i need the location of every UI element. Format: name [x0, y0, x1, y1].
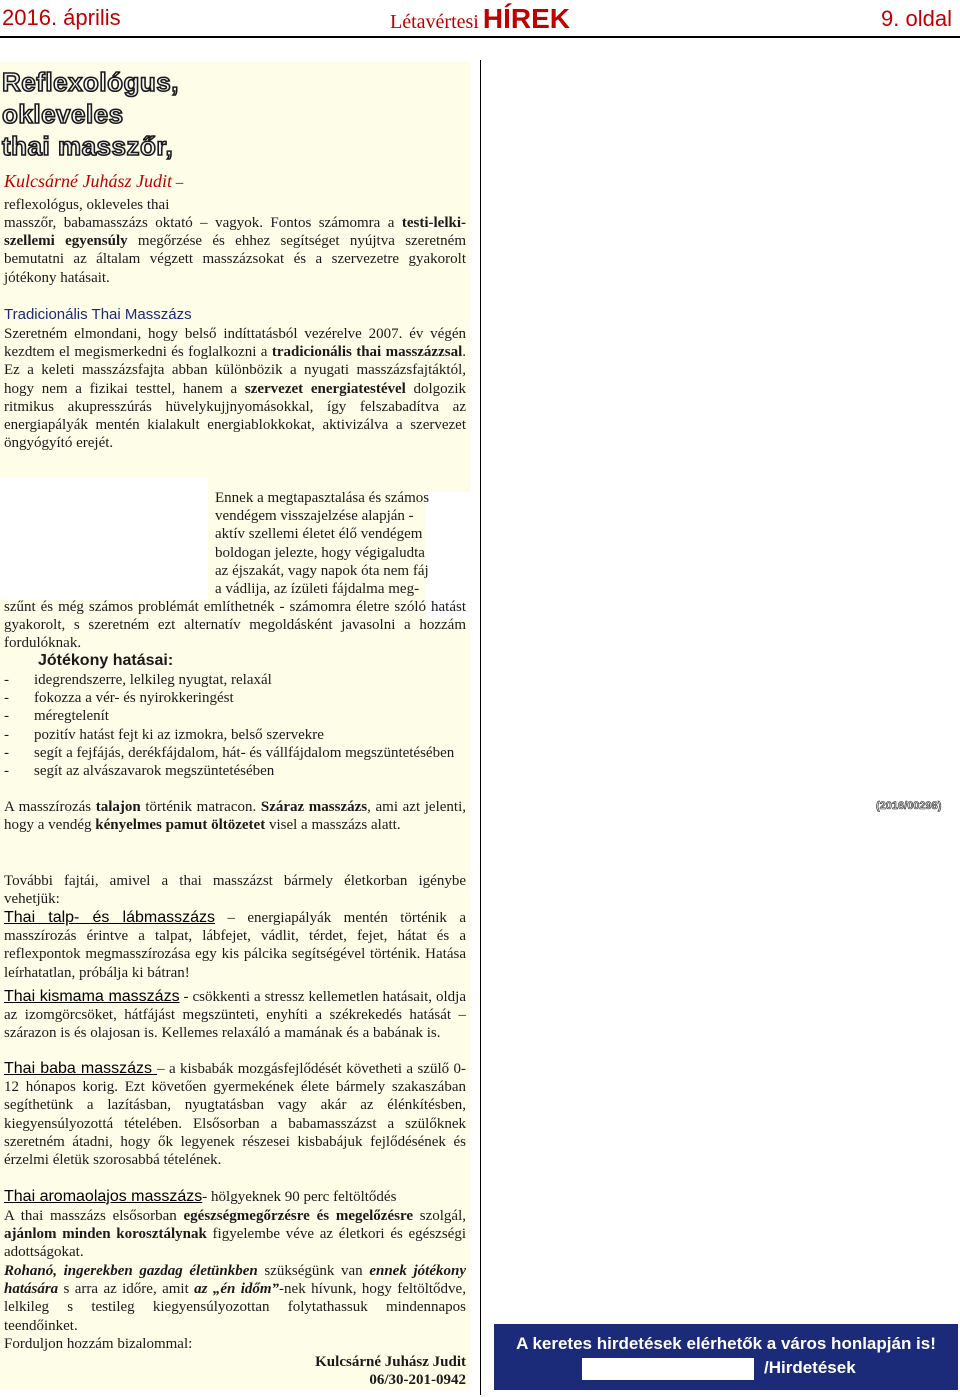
experience-line: aktív szellemi életet élő vendégem [215, 526, 423, 543]
goal-paragraph: A thai masszázs elsősorban egészségmegőrzésre és megelőzésre szolgál, ajánlom minden korosztálynak figyelembe véve az életkori és egészségi adottságokat. [4, 1208, 466, 1261]
intro-emphasis: testi-lelki-szellemi egyensúly [4, 215, 466, 250]
experience-line: a vádlija, az ízületi fájdalma meg- [215, 581, 420, 598]
intro-line1: reflexológus, okleveles thai [4, 197, 170, 213]
column-divider [480, 60, 481, 1395]
section-title: Tradicionális Thai Masszázs [4, 306, 192, 323]
tradition-emphasis: tradicionális thai masszázzsal [271, 344, 463, 361]
list-item: - méregtelenít [4, 708, 109, 725]
experience-lines [215, 489, 475, 598]
publication-prefix: Létavértesi [390, 11, 479, 33]
publication-title [390, 3, 570, 35]
experience-line: vendégem visszajelzése alapján - [215, 508, 414, 525]
baby-massage-title: Thai baba masszázs [4, 1060, 158, 1077]
contact-line: Forduljon hozzám bizalommal: [4, 1336, 193, 1352]
page-number: 9. oldal [881, 6, 952, 31]
publication-name: HÍREK [482, 3, 570, 34]
author-dash: – [172, 175, 184, 191]
intro-paragraph [4, 214, 466, 287]
signature-phone: 06/30-201-0942 [369, 1372, 466, 1388]
experience-line: boldogan jelezte, hogy végigaludta [215, 544, 425, 561]
mat-paragraph: A masszírozás talajon történik matracon. Száraz masszázs, ami azt jelenti, hogy a vendég kényelmes pamut öltözetet visel a masszázs alatt. [4, 799, 466, 834]
baby-massage-paragraph: Thai baba masszázs – a kisbabák mozgásfejlődését követheti a szülő 0-12 hónapos korig. Ezt követően gyermekének élete bármely szakaszában segíthetünk a lazításban, nyugtatásban vagy akár az élénkítésben, kiegyensúlyozottá tételében. Elsősorban a babamasszázst a szülőknek szeretném átadni, hogy ők legyenek részesei kisbabájuk fejlődésének és érzelmi életük szorosabbá tételének. [4, 1060, 466, 1169]
header-rule [0, 36, 960, 38]
pregnancy-massage-title: Thai kismama masszázs [4, 988, 180, 1005]
tradition-paragraph [4, 325, 466, 452]
signature-name: Kulcsárné Juhász Judit [315, 1354, 466, 1370]
ad-code: (2016/00298) [876, 800, 942, 812]
experience-paragraph: szűnt és még számos problémát említhetnék - számomra életre szóló hatást gyakorolt, s szeretném ezt alternatív megoldásként javasolni a hozzám fordulóknak. [4, 599, 466, 652]
pregnancy-massage-paragraph: Thai kismama masszázs - csökkenti a stressz kellemetlen hatásait, oldja az izomgörcsöket, hátfájást megszünteti, enyhíti a székrekedés hatását – szárazon is és olajosan is. Kellemes relaxáló a mamának és a babának is. [4, 988, 467, 1042]
intro-text: masszőr, babamasszázs oktató – vagyok. Fontos számomra a [4, 215, 402, 231]
types-intro: További fajtái, amivel a thai masszázst bármely életkorban igénybe vehetjük: [4, 873, 466, 908]
closing-paragraph: Rohanó, ingerekben gazdag életünkben szükségünk van ennek jótékony hatására s arra az időre, amit az „én időm”-nek hívunk, hogy feltöltődve, lelkileg s testileg kiegyensúlyozottan folytathassuk mindennapos teendőinket. [4, 1263, 466, 1334]
tradition-text: Szeretném elmondani, hogy belső indíttatásból vezérelve 2007. év végén kezdtem el megismerkedni és foglalkozni a [4, 326, 466, 361]
website-banner [494, 1324, 958, 1390]
banner-text: A keretes hirdetések elérhetők a város honlapján is! [516, 1334, 936, 1353]
aroma-massage-title: Thai aromaolajos masszázs [4, 1188, 203, 1205]
benefits-title: Jótékony hatásai: [38, 652, 174, 669]
tradition-text: dolgozik ritmikus akupresszúrás hüvelykujjnyomásokkal, így felszabadítva az energiapályák mentén kialakult energiablokkokat, aktivizálva a szervezet öngyógyító erejét. [4, 380, 466, 452]
tradition-text: . Ez a keleti masszázsfajta abban különbözik a nyugati masszázsfajtáktól, hogy nem a fizikai testtel, hanem a [4, 344, 467, 397]
ad-title-line: thai masszőr, [2, 131, 174, 161]
aroma-massage-paragraph: Thai aromaolajos masszázs- hölgyeknek 90 perc feltöltődés [4, 1188, 397, 1205]
list-item: - pozitív hatást fejt ki az izmokra, belső szervekre [4, 726, 324, 743]
author-line [4, 172, 244, 192]
foot-massage-title: Thai talp- és lábmasszázs [4, 909, 216, 926]
list-item: - segít az alvászavarok megszüntetésében [4, 763, 275, 780]
ad-title-line: Reflexológus, [2, 67, 179, 97]
list-item: - fokozza a vér- és nyirokkeringést [4, 690, 234, 707]
foot-massage-paragraph: Thai talp- és lábmasszázs – energiapályák mentén történik a masszírozás érintve a talpat, lábfejet, vádlit, térdet, fejet, hátat és a reflexpontok megmasszírozása egy kis pálcika segítségével történik. Hatása leírhatatlan, próbálja ki bátran! [4, 909, 466, 981]
ad-title [2, 66, 179, 162]
page-header [0, 0, 960, 40]
intro-text: megőrzése és ehhez segítséget nyújtva szeretném bemutatni az általam végzett masszázsokat és a szervezetre gyakorolt jótékony hatásait. [4, 233, 466, 286]
ad-title-line: okleveles [2, 99, 124, 129]
author-name: Kulcsárné Juhász Judit [4, 171, 172, 191]
benefits-list [4, 671, 466, 780]
photo-placeholder [0, 478, 208, 600]
list-item: - segít a fejfájás, derékfájdalom, hát- és vállfájdalom megszüntetésében [4, 744, 455, 761]
banner-url-suffix: /Hirdetések [764, 1358, 856, 1377]
experience-line: Ennek a megtapasztalása és számos [215, 490, 430, 506]
signature-block [315, 1353, 466, 1389]
tradition-emphasis: szervezet energiatestével [244, 380, 406, 397]
list-item: - idegrendszerre, lelkileg nyugtat, relaxál [4, 672, 272, 688]
banner-url-box [582, 1358, 754, 1380]
issue-date: 2016. április [2, 5, 121, 30]
experience-line: az éjszakát, vagy napok óta nem fáj [215, 562, 429, 579]
